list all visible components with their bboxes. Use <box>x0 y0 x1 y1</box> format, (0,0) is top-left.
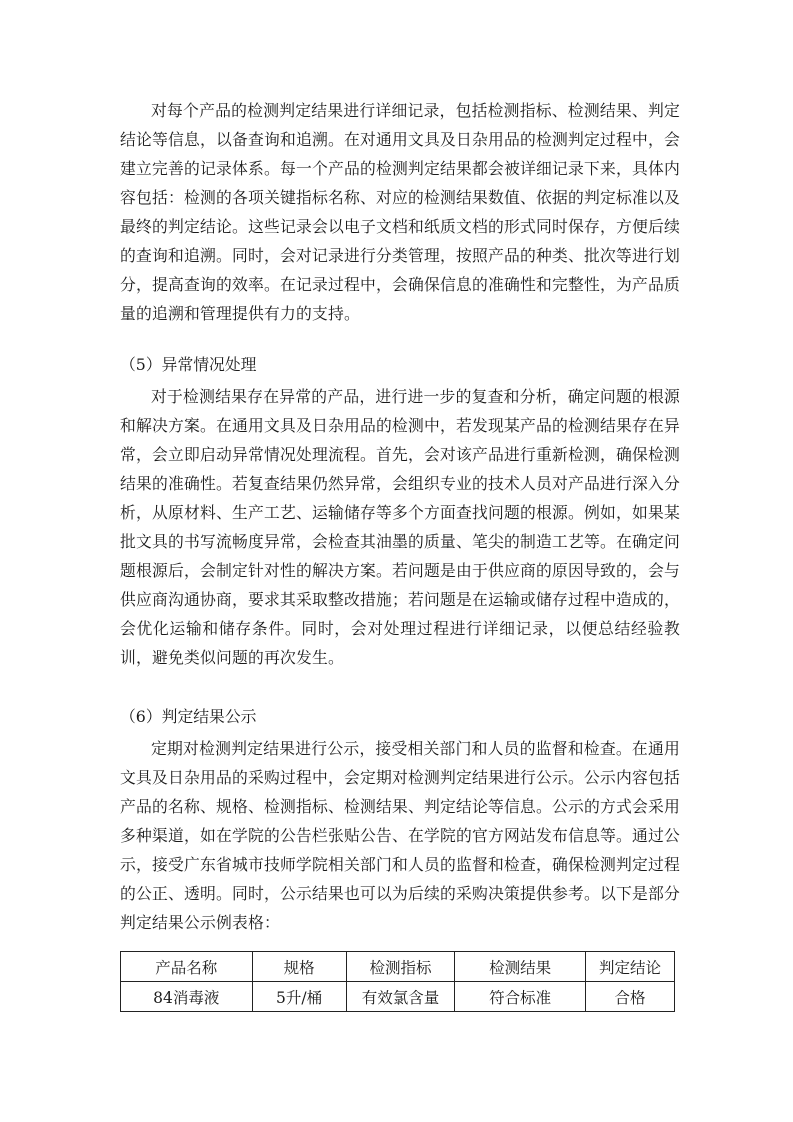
table-header-row <box>121 952 675 982</box>
column-header-specification: 规格 <box>252 952 346 982</box>
section-heading-result-publicity: （6）判定结果公示 <box>120 707 257 726</box>
paragraph-record-keeping: 对每个产品的检测判定结果进行详细记录，包括检测指标、检测结果、判定结论等信息，以备查询和追溯。在对通用文具及日杂用品的检测判定过程中，会建立完善的记录体系。每一个产品的检测判定结果都会被详细记录下来，具体内容包括：检测的各项关键指标名称、对应的检测结果数值、依据的判定标准以及最终的判定结论。这些记录会以电子文档和纸质文档的形式同时保存，方便后续的查询和追溯。同时，会对记录进行分类管理，按照产品的种类、批次等进行划分，提高查询的效率。在记录过程中，会确保信息的准确性和完整性，为产品质量的追溯和管理提供有力的支持。 <box>120 101 680 323</box>
table-cell-test-indicator: 有效氯含量 <box>346 982 455 1012</box>
table-cell-judgment-conclusion: 合格 <box>585 982 674 1012</box>
table-cell-test-result: 符合标准 <box>455 982 586 1012</box>
column-header-test-result: 检测结果 <box>455 952 586 982</box>
table-cell-product-name: 84消毒液 <box>121 982 253 1012</box>
column-header-test-indicator: 检测指标 <box>346 952 455 982</box>
section-heading-anomaly-handling: （5）异常情况处理 <box>120 355 257 374</box>
paragraph-result-publicity: 定期对检测判定结果进行公示，接受相关部门和人员的监督和检查。在通用文具及日杂用品的采购过程中，会定期对检测判定结果进行公示。公示内容包括产品的名称、规格、检测指标、检测结果、判定结论等信息。公示的方式会采用多种渠道，如在学院的公告栏张贴公告、在学院的官方网站发布信息等。通过公示，接受广东省城市技师学院相关部门和人员的监督和检查，确保检测判定过程的公正、透明。同时，公示结果也可以为后续的采购决策提供参考。以下是部分判定结果公示例表格： <box>120 739 680 932</box>
table-cell-specification: 5升/桶 <box>252 982 346 1012</box>
table-row <box>121 982 675 1012</box>
column-header-judgment-conclusion: 判定结论 <box>585 952 674 982</box>
judgment-result-table <box>120 951 675 1012</box>
column-header-product-name: 产品名称 <box>121 952 253 982</box>
paragraph-anomaly-handling: 对于检测结果存在异常的产品，进行进一步的复查和分析，确定问题的根源和解决方案。在通用文具及日杂用品的检测中，若发现某产品的检测结果存在异常，会立即启动异常情况处理流程。首先，会对该产品进行重新检测，确保检测结果的准确性。若复查结果仍然异常，会组织专业的技术人员对产品进行深入分析，从原材料、生产工艺、运输储存等多个方面查找问题的根源。例如，如果某批文具的书写流畅度异常，会检查其油墨的质量、笔尖的制造工艺等。在确定问题根源后，会制定针对性的解决方案。若问题是由于供应商的原因导致的，会与供应商沟通协商，要求其采取整改措施；若问题是在运输或储存过程中造成的，会优化运输和储存条件。同时，会对处理过程进行详细记录，以便总结经验教训，避免类似问题的再次发生。 <box>120 387 680 667</box>
